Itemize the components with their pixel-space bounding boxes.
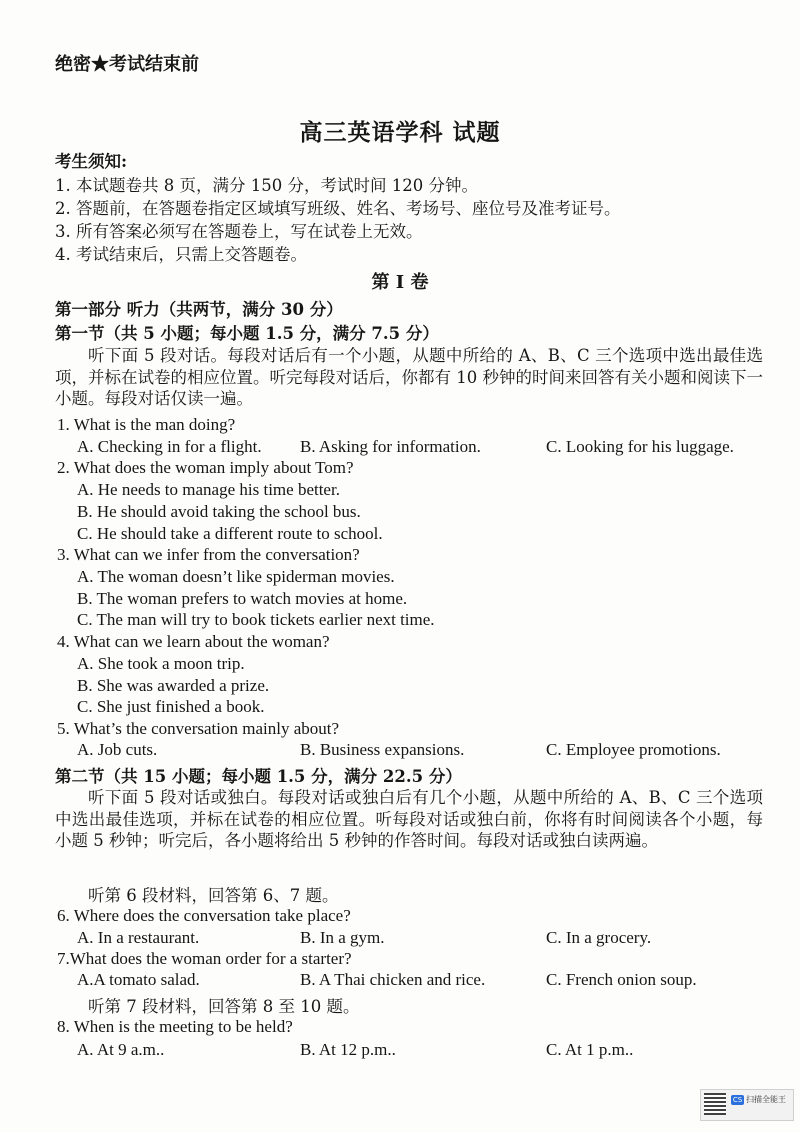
question-stem: 5. What’s the conversation mainly about? — [57, 719, 340, 738]
option-b: B. She was awarded a prize. — [77, 676, 270, 695]
page-title: 高三英语学科 试题 — [299, 119, 501, 146]
option-c: C. In a grocery. — [546, 928, 652, 947]
option-c: C. The man will try to book tickets earlier next time. — [77, 610, 435, 629]
option-c: C. French onion soup. — [546, 970, 697, 989]
section1-heading: 第一节（共 5 小题；每小题 1.5 分，满分 7.5 分） — [55, 324, 439, 343]
option-c: C. Employee promotions. — [546, 740, 721, 759]
option-c: C. He should take a different route to school. — [77, 524, 383, 543]
question-stem: 4. What can we learn about the woman? — [57, 632, 330, 651]
question-stem: 6. Where does the conversation take place? — [57, 906, 351, 925]
confidential-label: 绝密★考试结束前 — [55, 54, 199, 75]
option-b: B. In a gym. — [300, 928, 385, 947]
qr-code-icon — [704, 1093, 726, 1115]
question-stem: 1. What is the man doing? — [57, 415, 236, 434]
option-a: A. The woman doesn’t like spiderman movies. — [77, 567, 395, 586]
material-note: 听第 7 段材料，回答第 8 至 10 题。 — [88, 997, 360, 1016]
notice-item: 2. 答题前，在答题卷指定区域填写班级、姓名、考场号、座位号及准考证号。 — [55, 199, 621, 218]
option-b: B. Asking for information. — [300, 437, 481, 456]
option-a: A. Job cuts. — [77, 740, 158, 759]
question-stem: 3. What can we infer from the conversation? — [57, 545, 360, 564]
question-stem: 2. What does the woman imply about Tom? — [57, 458, 354, 477]
option-b: B. Business expansions. — [300, 740, 465, 759]
question-stem: 8. When is the meeting to be held? — [57, 1017, 293, 1036]
option-a: A. At 9 a.m.. — [77, 1040, 165, 1059]
option-b: B. At 12 p.m.. — [300, 1040, 396, 1059]
option-c: C. At 1 p.m.. — [546, 1040, 634, 1059]
notice-item: 1. 本试题卷共 8 页，满分 150 分，考试时间 120 分钟。 — [55, 176, 478, 195]
section2-heading: 第二节（共 15 小题；每小题 1.5 分，满分 22.5 分） — [55, 767, 462, 786]
cs-logo-icon: CS — [732, 1096, 743, 1104]
option-b: B. He should avoid taking the school bus. — [77, 502, 361, 521]
option-b: B. A Thai chicken and rice. — [300, 970, 486, 989]
notice-item: 3. 所有答案必须写在答题卷上，写在试卷上无效。 — [55, 222, 423, 241]
section2-instructions: 听下面 5 段对话或独白。每段对话或独白后有几个小题，从题中所给的 A、B、C 三个选项中选出最佳选项，并标在试卷的相应位置。听每段对话或独白前，你将有时间阅读各个小题，每小题 5 秒钟；听完后，各小题将给出 5 秒钟的作答时间。每段对话或独白读两遍。 — [55, 788, 763, 850]
option-a: A. Checking in for a flight. — [77, 437, 262, 456]
part1-heading: 第一部分 听力（共两节，满分 30 分） — [55, 300, 343, 319]
option-a: A. He needs to manage his time better. — [77, 480, 340, 499]
watermark-brand: 扫描全能王 — [746, 1095, 786, 1104]
section1-instructions: 听下面 5 段对话。每段对话后有一个小题，从题中所给的 A、B、C 三个选项中选出最佳选项，并标在试卷的相应位置。听完每段对话后，你都有 10 秒钟的时间来回答有关小题和阅读下一小题。每段对话仅读一遍。 — [55, 346, 763, 408]
question-stem: 7.What does the woman order for a starter? — [57, 949, 352, 968]
notice-item: 4. 考试结束后，只需上交答题卷。 — [55, 245, 307, 264]
volume-heading: 第 I 卷 — [371, 272, 429, 293]
notice-heading: 考生须知: — [55, 152, 128, 171]
option-c: C. Looking for his luggage. — [546, 437, 734, 456]
option-a: A. She took a moon trip. — [77, 654, 245, 673]
material-note: 听第 6 段材料，回答第 6、7 题。 — [88, 886, 339, 905]
option-c: C. She just finished a book. — [77, 697, 265, 716]
scanner-watermark — [700, 1089, 794, 1121]
option-a: A. In a restaurant. — [77, 928, 200, 947]
option-a: A.A tomato salad. — [77, 970, 200, 989]
option-b: B. The woman prefers to watch movies at home. — [77, 589, 408, 608]
